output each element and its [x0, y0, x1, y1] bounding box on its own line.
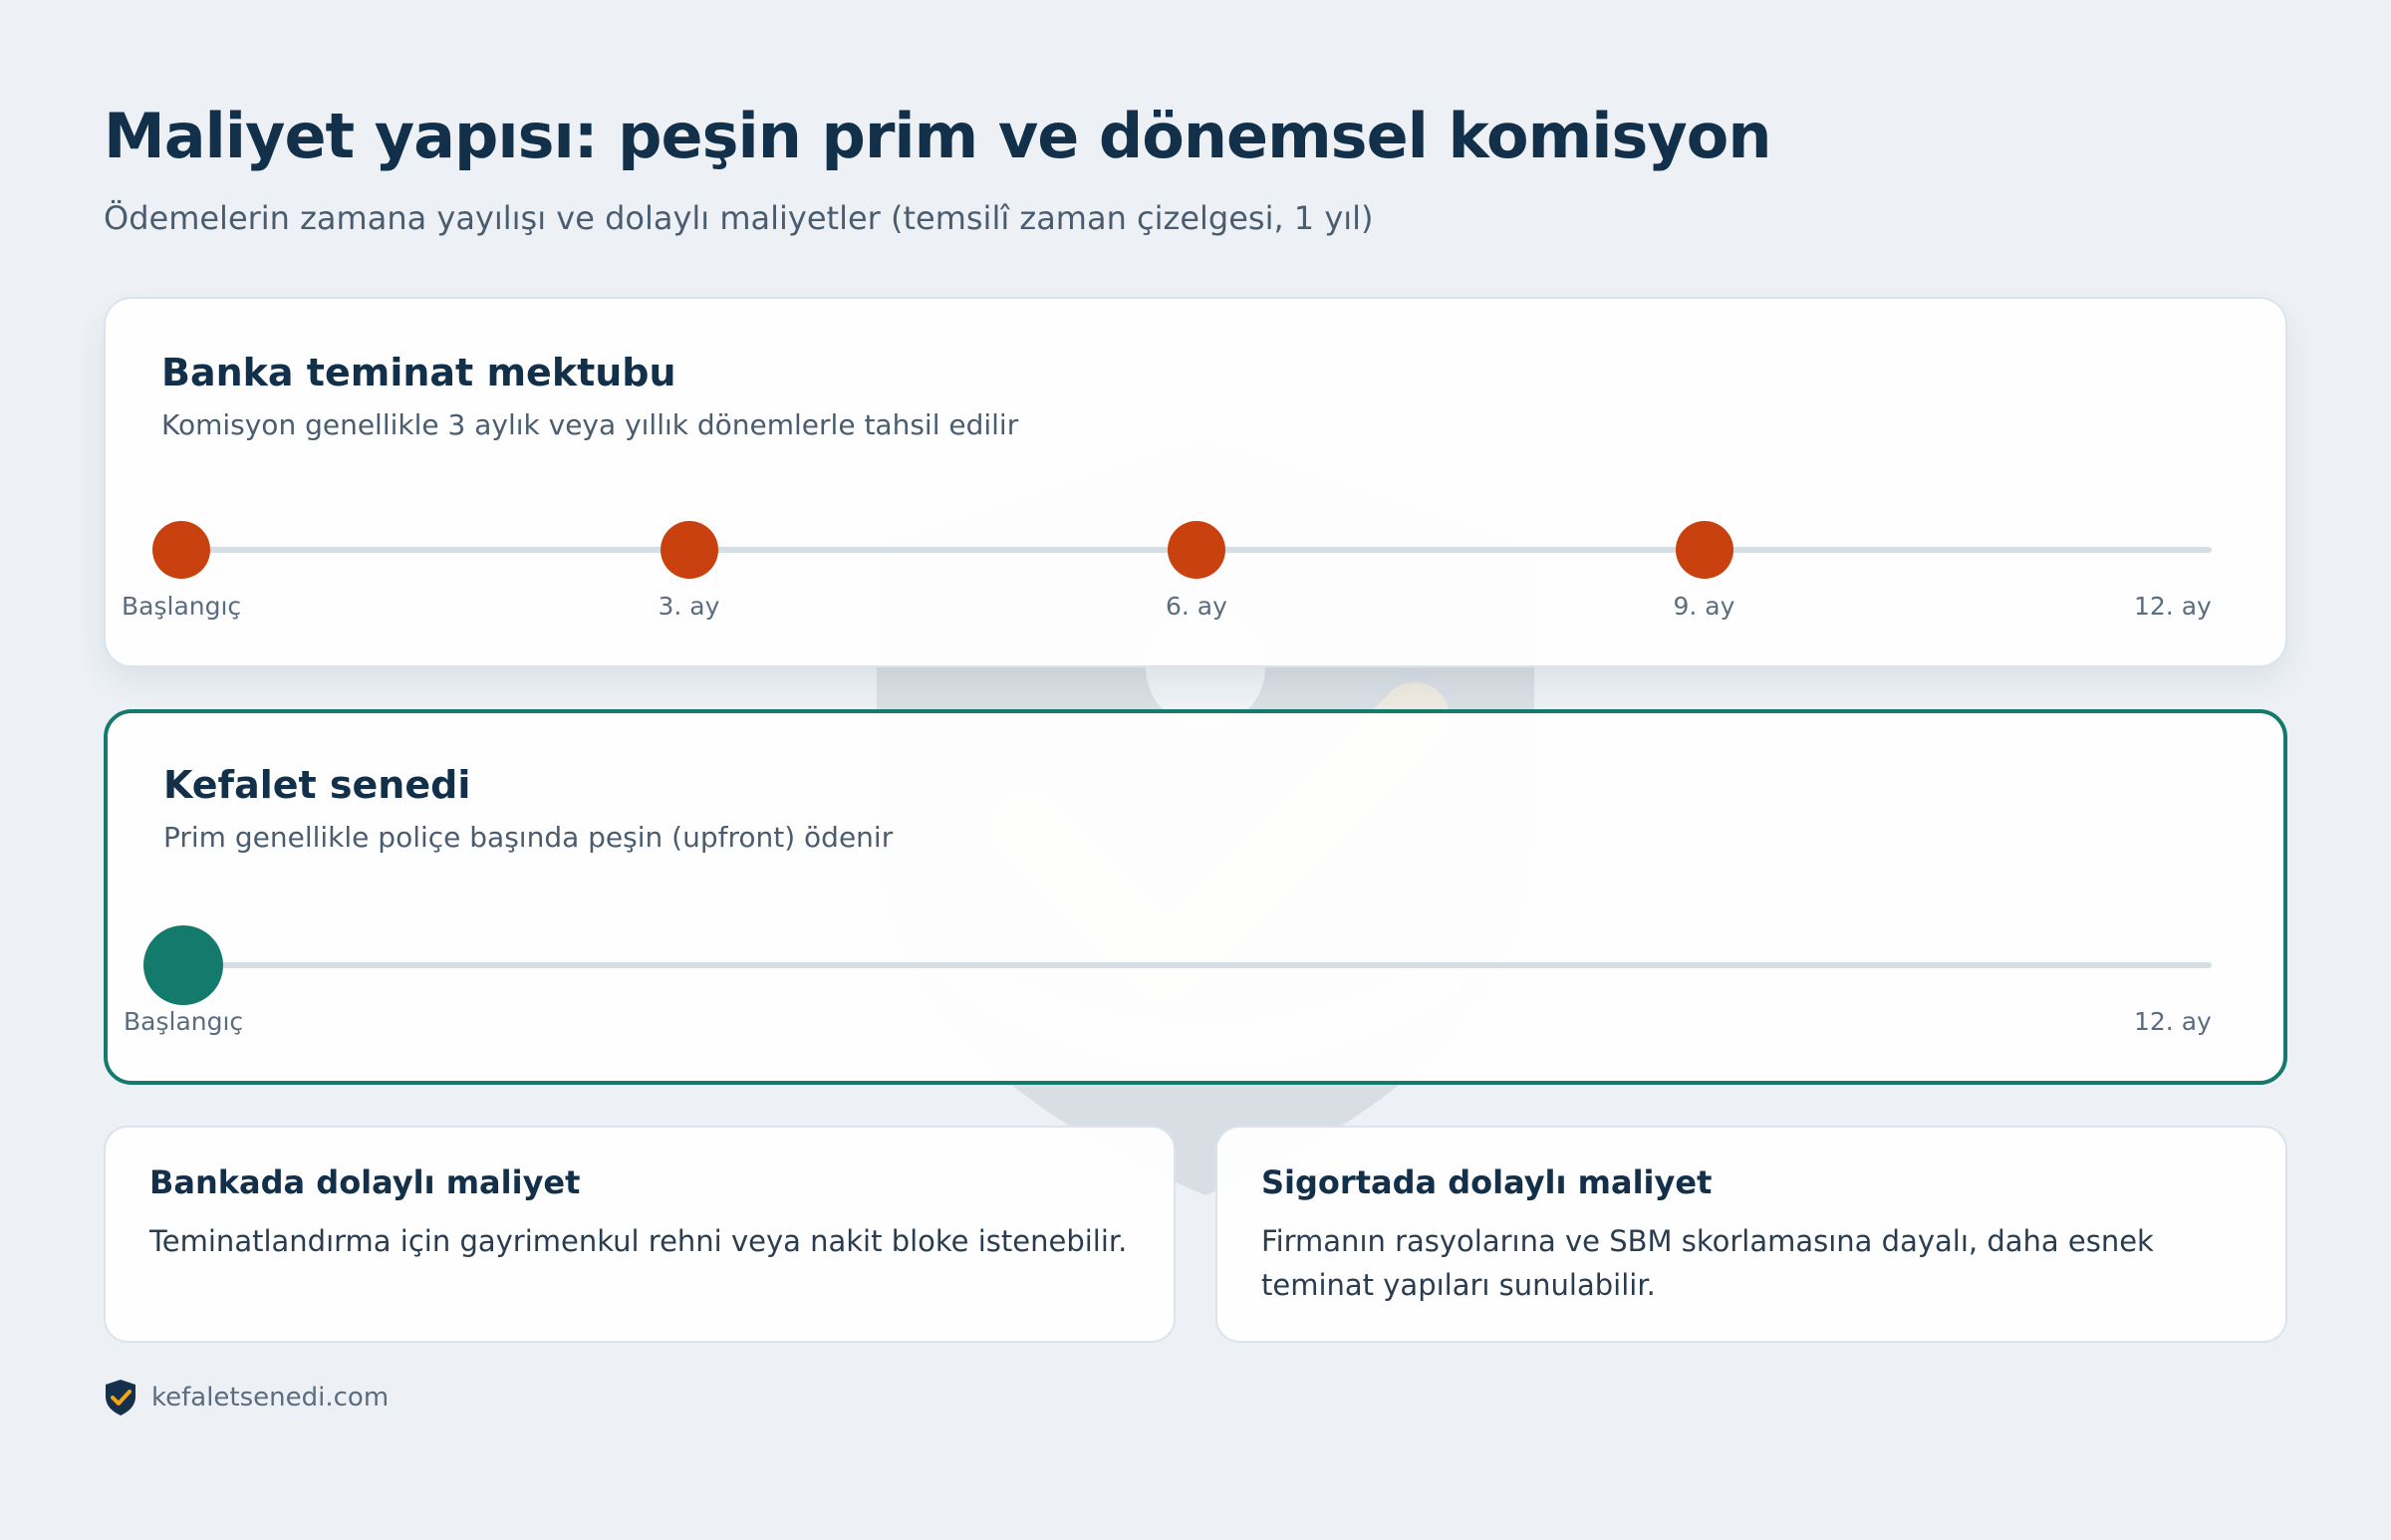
bank-timeline [106, 299, 2285, 665]
bank-card-title: Banka teminat mektubu [161, 351, 676, 394]
timeline-tick-label: 9. ay [1673, 592, 1735, 621]
surety-bond-card [104, 709, 2287, 1085]
footer [104, 1379, 389, 1416]
timeline-tick-label: Başlangıç [124, 1007, 244, 1036]
page-title: Maliyet yapısı: peşin prim ve dönemsel komisyon [104, 100, 1771, 172]
bank-indirect-cost-card [104, 1126, 1176, 1343]
bank-card-description: Komisyon genellikle 3 aylık veya yıllık dönemlerle tahsil edilir [161, 408, 1019, 441]
timeline-tick-label: 6. ay [1166, 592, 1227, 621]
bank-guarantee-card [104, 297, 2287, 667]
timeline-tick-label: 3. ay [658, 592, 720, 621]
bank-indirect-cost-title: Bankada dolaylı maliyet [149, 1163, 581, 1201]
surety-card-title: Kefalet senedi [163, 763, 471, 807]
page-subtitle: Ödemelerin zamana yayılışı ve dolaylı maliyetler (temsilî zaman çizelgesi, 1 yıl) [104, 199, 1374, 237]
payment-marker [1676, 521, 1733, 579]
timeline-tick-label: 12. ay [2134, 592, 2212, 621]
payment-marker [1168, 521, 1225, 579]
bank-indirect-cost-text: Teminatlandırma için gayrimenkul rehni veya nakit bloke istenebilir. [149, 1224, 1128, 1258]
shield-check-icon [104, 1379, 137, 1416]
footer-site-link[interactable]: kefaletsenedi.com [151, 1383, 390, 1412]
payment-marker [661, 521, 718, 579]
payment-marker [143, 925, 223, 1005]
payment-marker [152, 521, 210, 579]
insurance-indirect-cost-title: Sigortada dolaylı maliyet [1261, 1163, 1713, 1201]
timeline-tick-label: 12. ay [2134, 1007, 2212, 1036]
surety-timeline [108, 713, 2283, 1081]
timeline-track [183, 962, 2212, 968]
insurance-indirect-cost-text: Firmanın rasyolarına ve SBM skorlamasına dayalı, daha esnek teminat yapıları sunulabilir. [1261, 1224, 2154, 1302]
surety-card-description: Prim genellikle poliçe başında peşin (upfront) ödenir [163, 821, 894, 854]
timeline-tick-label: Başlangıç [122, 592, 242, 621]
insurance-indirect-cost-card [1215, 1126, 2287, 1343]
